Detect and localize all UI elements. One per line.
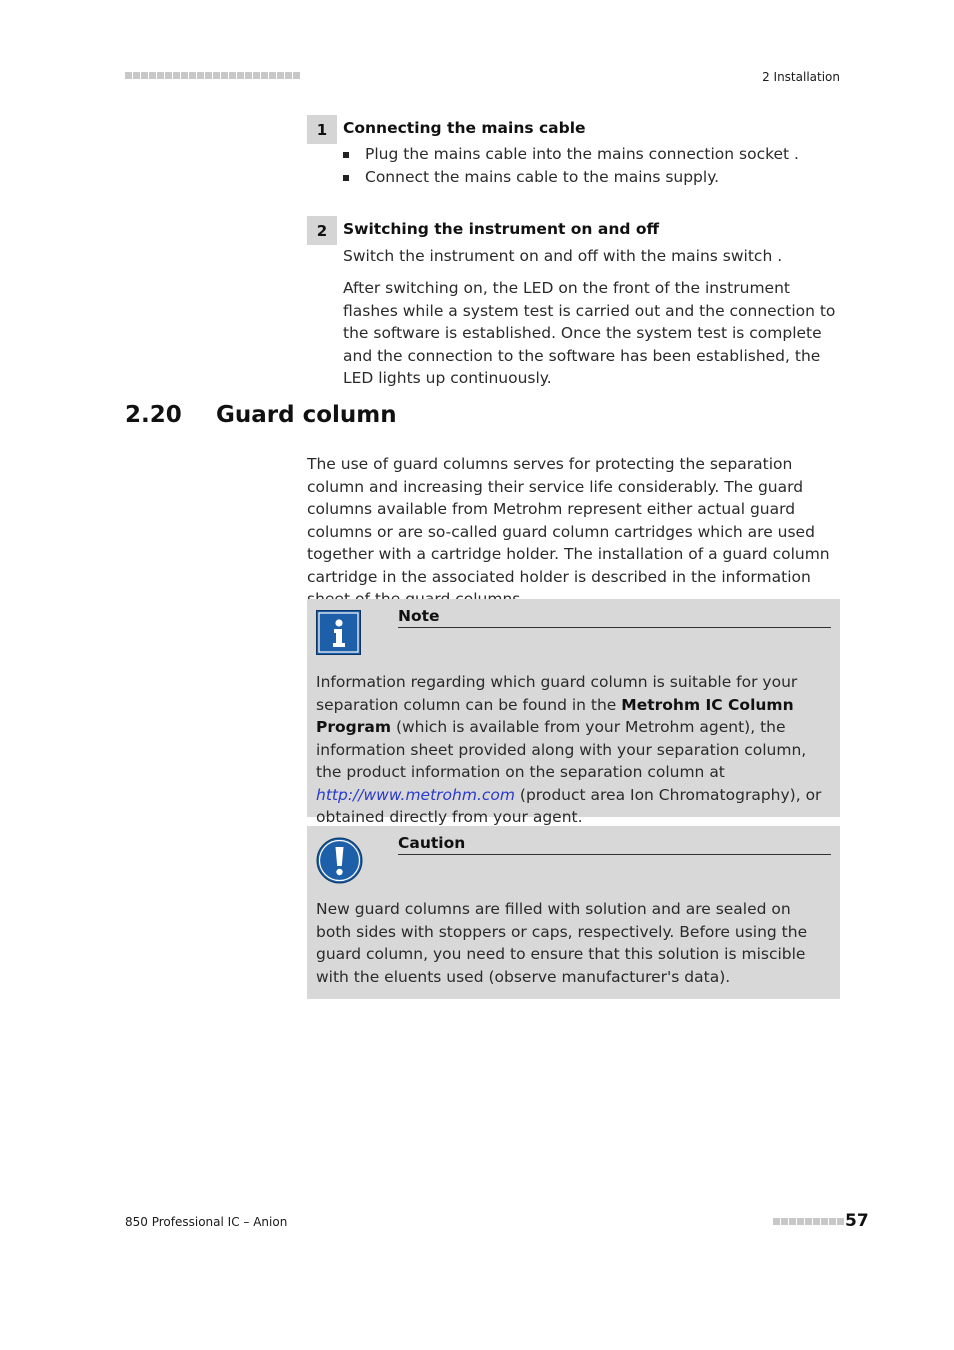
info-icon [316,610,361,655]
footer-decoration [773,1218,844,1225]
step-2-paragraph: Switch the instrument on and off with the mains switch . [343,247,783,265]
exclamation-icon [316,837,363,884]
header-chapter: 2 Installation [762,70,840,84]
step-number: 1 [307,115,337,144]
step-1-bullet-list [343,143,799,189]
step-2-paragraph: After switching on, the LED on the front of the instrument flashes while a system test is carried out and the connection to the software is established. Once the system test is complete and the connection to the software has been established, the LED lights up continuously. [343,279,836,387]
caution-box [307,826,840,999]
caution-text: New guard columns are filled with solution and are sealed on both sides with stoppers or caps, respectively. Before using the guard column, you need to ensure that this solution is miscible with the eluents used (observe manufacturer's data). [316,900,808,986]
section-title: Guard column [216,402,397,428]
note-title: Note [398,607,831,628]
page-number: 57 [845,1211,869,1231]
footer-product: 850 Professional IC – Anion [125,1215,288,1229]
bullet-square-icon [343,152,349,158]
note-text: Information regarding which guard column is suitable for your separation column can be found in the Metrohm IC Column Program (which is available from your Metrohm agent), the information sheet provided along with your separation column, the product information on the separation column at http://www.metrohm.com (product area Ion Chromatography), or obtained directly from your agent. [316,673,822,826]
step-title: Switching the instrument on and off [343,220,660,238]
list-item: Plug the mains cable into the mains connection socket . [343,143,799,166]
step-number: 2 [307,216,337,245]
metrohm-link[interactable]: http://www.metrohm.com [316,785,515,804]
note-bold-reference: Metrohm IC Column Program [316,695,794,736]
section-number: 2.20 [125,402,182,428]
header-decoration [125,72,300,79]
section-intro: The use of guard columns serves for protecting the separation column and increasing their service life considerably. The guard columns available from Metrohm represent either actual guard columns or are so-called guard column cartridges which are used together with a cartridge holder. The installation of a guard column cartridge in the associated holder is described in the information [307,455,830,586]
step-title: Connecting the mains cable [343,119,586,137]
bullet-square-icon [343,175,349,181]
section-heading [125,402,397,428]
list-item: Connect the mains cable to the mains supply. [343,166,799,189]
caution-title: Caution [398,834,831,855]
note-box [307,599,840,826]
